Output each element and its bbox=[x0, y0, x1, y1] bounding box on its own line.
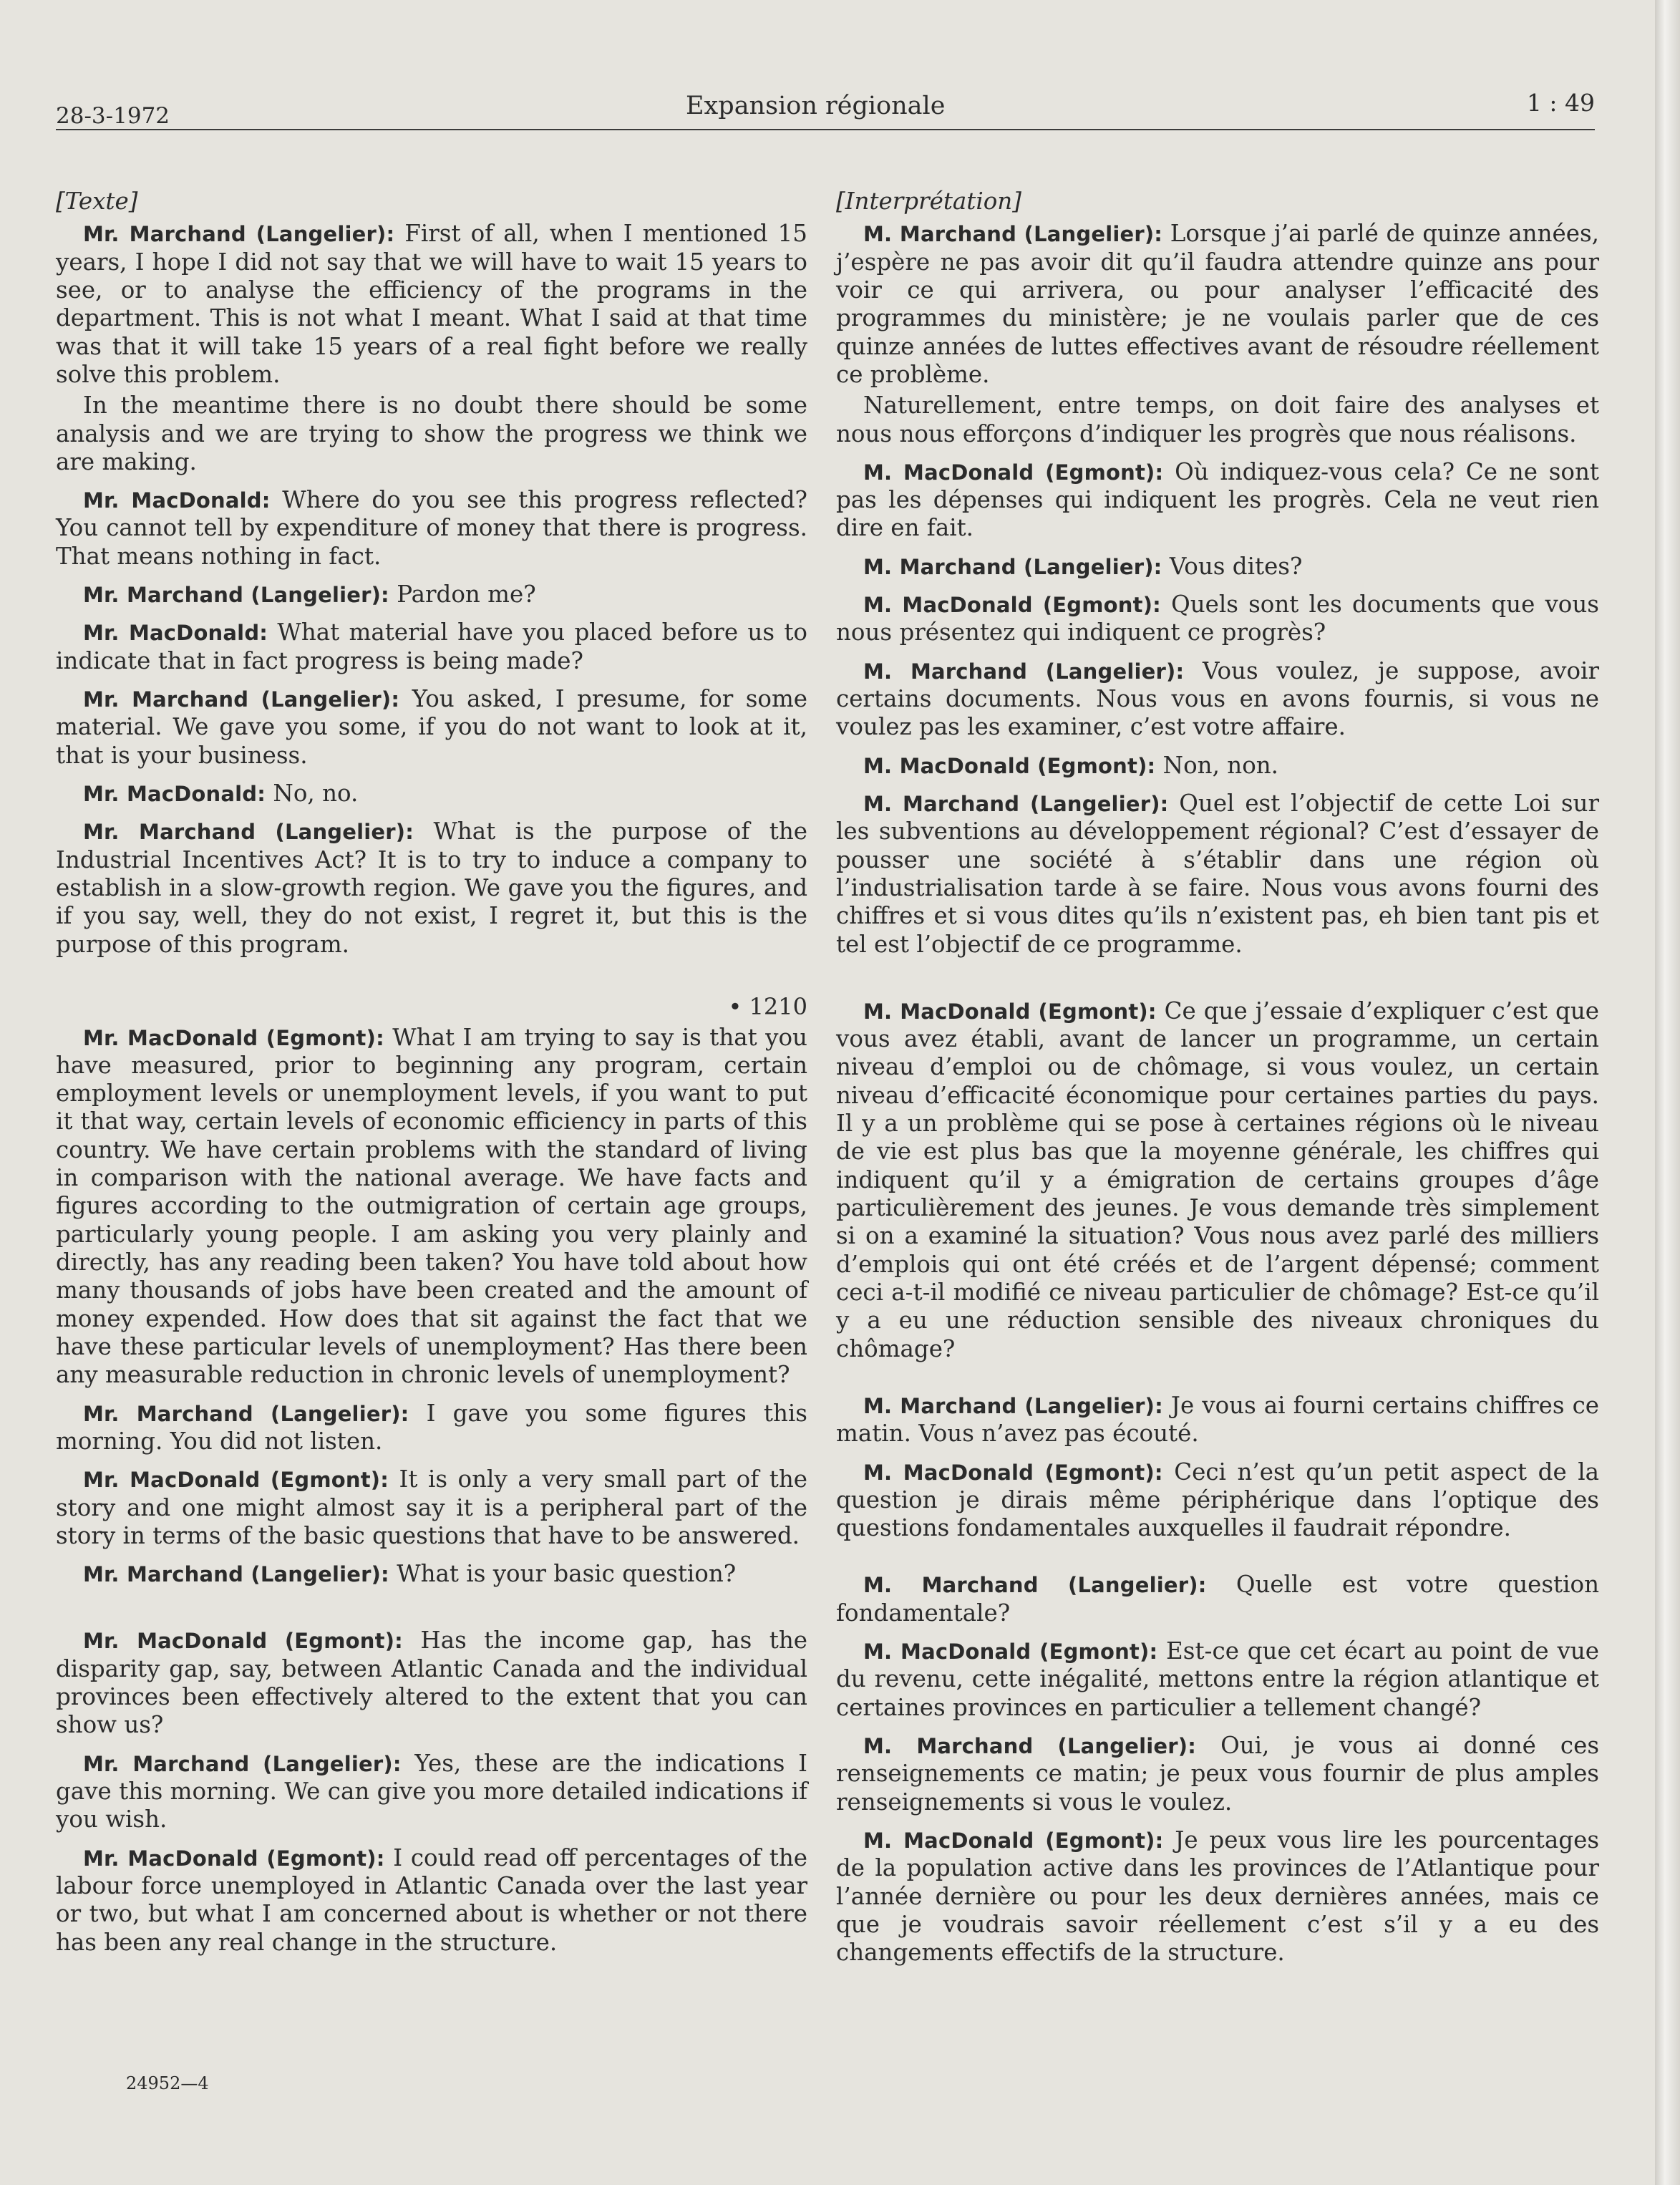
paragraph bbox=[836, 392, 1599, 448]
paragraph bbox=[56, 1627, 807, 1739]
speech-text: What is your basic question? bbox=[389, 1560, 737, 1588]
speech-text: Vous voulez, je suppose, avoir certains documents. Nous vous en avons fournis, si vous ne voulez pas les examiner, c’est votre affaire. bbox=[836, 657, 1599, 741]
speech-text: Où indiquez-vous cela? Ce ne sont pas les dépenses qui indiquent les progrès. Cela ne veut rien dire en fait. bbox=[836, 457, 1599, 542]
speaker-name: M. Marchand (Langelier): bbox=[863, 222, 1163, 247]
header-date: 28-3-1972 bbox=[56, 103, 170, 129]
speaker-name: M. Marchand (Langelier): bbox=[863, 1573, 1207, 1598]
speaker-name: M. Marchand (Langelier): bbox=[863, 554, 1162, 579]
speaker-name: Mr. MacDonald (Egmont): bbox=[83, 1846, 385, 1871]
speaker-name: M. Marchand (Langelier): bbox=[863, 1393, 1163, 1418]
speech-text: Je peux vous lire les pourcentages de la population active dans les provinces de l’Atlantique pour l’année dernière ou pour les deux dernières années, mais ce que je voudrais savoir réellement c’est s’il y a eu des changements effectifs de la structure. bbox=[836, 1826, 1599, 1967]
speaker-name: Mr. MacDonald: bbox=[83, 621, 268, 646]
speaker-name: Mr. MacDonald (Egmont): bbox=[83, 1468, 389, 1493]
paragraph bbox=[56, 220, 807, 389]
speaker-name: M. Marchand (Langelier): bbox=[863, 1734, 1196, 1758]
spacer bbox=[836, 1552, 1599, 1571]
speech-text: What is the purpose of the Industrial Incentives Act? It is to try to induce a company to establish in a slow-growth region. We gave you the figures, and if you say, well, they do not exist, I regret it, but this is the purpose of this program. bbox=[56, 818, 807, 958]
speech-text: First of all, when I mentioned 15 years, I hope I did not say that we will have to wait 15 years to see, or to analyse the efficiency of the programs in the department. This is not what I meant. What I said at that time was that it will take 15 years of a real fight before we really solve this problem. bbox=[56, 220, 807, 388]
paragraph bbox=[56, 1560, 807, 1588]
speaker-name: Mr. Marchand (Langelier): bbox=[83, 1401, 409, 1426]
speaker-name: M. MacDonald (Egmont): bbox=[863, 753, 1156, 778]
speech-text: Quel est l’objectif de cette Loi sur les subventions au développement régional? C’est d’essayer de pousser une société à s’établir dans une région où l’industrialisation tarde à se faire. Nous vous avons fourni des chiffres et si vous dites qu’ils n’existent pas, eh bien tant pis et tel est l’objectif de ce programme. bbox=[836, 789, 1599, 958]
paragraph bbox=[836, 790, 1599, 959]
footer-print-code: 24952—4 bbox=[126, 2073, 209, 2093]
section-tag-texte: [Texte] bbox=[56, 188, 138, 215]
time-marker: • 1210 bbox=[728, 992, 807, 1020]
speaker-name: Mr. MacDonald (Egmont): bbox=[83, 1025, 384, 1050]
speech-text: Pardon me? bbox=[389, 581, 536, 609]
speech-text: Est-ce que cet écart au point de vue du revenu, cette inégalité, mettons entre la région atlantique et certaines provinces en particulier a tellement changé? bbox=[836, 1637, 1599, 1721]
running-head bbox=[56, 84, 1595, 129]
paragraph bbox=[56, 581, 807, 609]
paragraph bbox=[56, 392, 807, 476]
speech-text: Vous dites? bbox=[1162, 552, 1303, 580]
speech-text: Where do you see this progress reflected? You cannot tell by expenditure of money that there is progress. That means nothing in fact. bbox=[56, 486, 807, 570]
speech-text: Yes, these are the indications I gave this morning. We can give you more detailed indications if you wish. bbox=[56, 1749, 807, 1833]
paragraph bbox=[836, 752, 1599, 780]
paragraph bbox=[56, 1400, 807, 1456]
speaker-name: M. MacDonald (Egmont): bbox=[863, 1828, 1164, 1853]
header-page-number: 1 : 49 bbox=[1526, 89, 1595, 117]
paragraph bbox=[56, 619, 807, 675]
speaker-name: M. MacDonald (Egmont): bbox=[863, 460, 1164, 485]
speech-text: Has the income gap, has the disparity gap, say, between Atlantic Canada and the individual provinces been effectively altered to the extent that you can show us? bbox=[56, 1627, 808, 1739]
speaker-name: Mr. Marchand (Langelier): bbox=[83, 820, 414, 845]
paragraph bbox=[56, 685, 807, 770]
paragraph bbox=[836, 1458, 1599, 1543]
speech-text: Quels sont les documents que vous nous présentez qui indiquent ce progrès? bbox=[836, 591, 1599, 646]
paragraph bbox=[56, 1750, 807, 1834]
speech-text: I could read off percentages of the labour force unemployed in Atlantic Canada over the last year or two, but what I am concerned about is whether or not there has been any real change in the structure. bbox=[56, 1844, 807, 1956]
paragraph bbox=[836, 220, 1599, 389]
paragraph bbox=[836, 1637, 1599, 1722]
speech-text: No, no. bbox=[266, 779, 359, 807]
paragraph bbox=[836, 1732, 1599, 1816]
speech-text: Je vous ai fourni certains chiffres ce matin. Vous n’avez pas écouté. bbox=[836, 1391, 1599, 1448]
speaker-name: Mr. MacDonald: bbox=[83, 488, 271, 513]
speaker-name: Mr. Marchand (Langelier): bbox=[83, 222, 395, 247]
paragraph bbox=[56, 1844, 807, 1957]
speech-text: In the meantime there is no doubt there should be some analysis and we are trying to show the progress we think we are making. bbox=[56, 392, 807, 475]
speech-text: You asked, I presume, for some material. We gave you some, if you do not want to look at it, that is your business. bbox=[56, 685, 807, 769]
speaker-name: Mr. Marchand (Langelier): bbox=[83, 583, 389, 608]
paragraph bbox=[836, 458, 1599, 543]
spacer bbox=[56, 1598, 807, 1627]
speaker-name: Mr. MacDonald (Egmont): bbox=[83, 1629, 403, 1654]
speaker-name: M. MacDonald (Egmont): bbox=[863, 593, 1161, 618]
header-title: Expansion régionale bbox=[686, 92, 946, 120]
paragraph bbox=[836, 1571, 1599, 1627]
paragraph bbox=[836, 657, 1599, 742]
speech-text: What material have you placed before us to indicate that in fact progress is being made? bbox=[56, 619, 807, 674]
paragraph bbox=[836, 997, 1599, 1363]
speech-text: I gave you some figures this morning. You did not listen. bbox=[56, 1399, 807, 1455]
spacer bbox=[836, 969, 1599, 997]
speech-text: Lorsque j’ai parlé de quinze années, j’espère ne pas avoir dit qu’il faudra attendre quinze ans pour voir ce qui arrivera, ou pour analyser l’efficacité des programmes du ministère; je ne voulais parler que de ces quinze années de luttes effectives avant de résoudre réellement ce problème. bbox=[836, 220, 1599, 388]
french-column bbox=[836, 188, 1599, 1977]
speech-text: Ceci n’est qu’un petit aspect de la question je dirais même périphérique dans l’optique des questions fondamentales auxquelles il faudrait répondre. bbox=[836, 1458, 1599, 1542]
speech-text: Ce que j’essaie d’expliquer c’est que vous avez établi, avant de lancer un programme, un certain niveau d’emploi ou de chômage, si vous voulez, un certain niveau d’efficacité économique pour certaines parties du pays. Il y a un problème qui se pose à certaines régions où le niveau de vie est plus bas que la moyenne générale, les chiffres qui indiquent qu’il y a émigration de certains groupes d’âge particulièrement des jeunes. Je vous demande très simplement si on a examiné la situation? Vous nous avez parlé des milliers d’emplois qui ont été créés et de l’argent dépensé; comment ceci a-t-il modifié ce niveau particulier de chômage? Est-ce qu’il y a eu une réduction sensible des niveaux chroniques du chômage? bbox=[836, 997, 1599, 1362]
speaker-name: M. Marchand (Langelier): bbox=[863, 659, 1185, 684]
speaker-name: M. MacDonald (Egmont): bbox=[863, 1460, 1163, 1485]
speaker-name: Mr. Marchand (Langelier): bbox=[83, 1751, 402, 1776]
spacer bbox=[836, 1373, 1599, 1392]
paragraph bbox=[56, 486, 807, 571]
speech-text: Naturellement, entre temps, on doit faire des analyses et nous nous efforçons d’indiquer les progrès que nous réalisons. bbox=[836, 392, 1599, 447]
speaker-name: Mr. Marchand (Langelier): bbox=[83, 687, 400, 712]
speech-text: What I am trying to say is that you have measured, prior to beginning any program, certain employment levels or unemployment levels, if you want to put it that way, certain levels of economic efficiency in parts of this country. We have certain problems with the standard of living in comparison with the national average. We have facts and figures according to the outmigration of certain age groups, particularly young people. I am asking you very plainly and directly, has any reading been taken? You have told about how many thousands of jobs have been created and the amount of money expended. How does that sit against the fact that we have these particular levels of unemployment? Has there been any measurable reduction in chronic levels of unemployment? bbox=[56, 1023, 807, 1389]
paragraph bbox=[836, 1392, 1599, 1448]
english-column bbox=[56, 188, 807, 1967]
paragraph bbox=[836, 591, 1599, 647]
paragraph bbox=[836, 553, 1599, 581]
paragraph bbox=[56, 1465, 807, 1550]
speaker-name: M. MacDonald (Egmont): bbox=[863, 999, 1157, 1024]
section-tag-interpretation: [Interprétation] bbox=[836, 188, 1021, 215]
speech-text: Non, non. bbox=[1155, 751, 1279, 779]
page-edge bbox=[1655, 0, 1680, 2185]
speaker-name: M. Marchand (Langelier): bbox=[863, 791, 1169, 816]
speech-text: Quelle est votre question fondamentale? bbox=[836, 1571, 1600, 1627]
speech-text: Oui, je vous ai donné ces renseignements ce matin; je peux vous fournir de plus amples renseignements si vous le voulez. bbox=[836, 1732, 1599, 1816]
paragraph bbox=[56, 818, 807, 959]
speaker-name: M. MacDonald (Egmont): bbox=[863, 1639, 1158, 1665]
paragraph bbox=[836, 1826, 1599, 1967]
speaker-name: Mr. Marchand (Langelier): bbox=[83, 1562, 389, 1587]
speaker-name: Mr. MacDonald: bbox=[83, 781, 266, 806]
header-rule bbox=[56, 129, 1595, 130]
paragraph bbox=[56, 780, 807, 808]
paragraph bbox=[56, 1024, 807, 1390]
speech-text: It is only a very small part of the story and one might almost say it is a peripheral part of the story in terms of the basic questions that have to be answered. bbox=[56, 1465, 807, 1549]
